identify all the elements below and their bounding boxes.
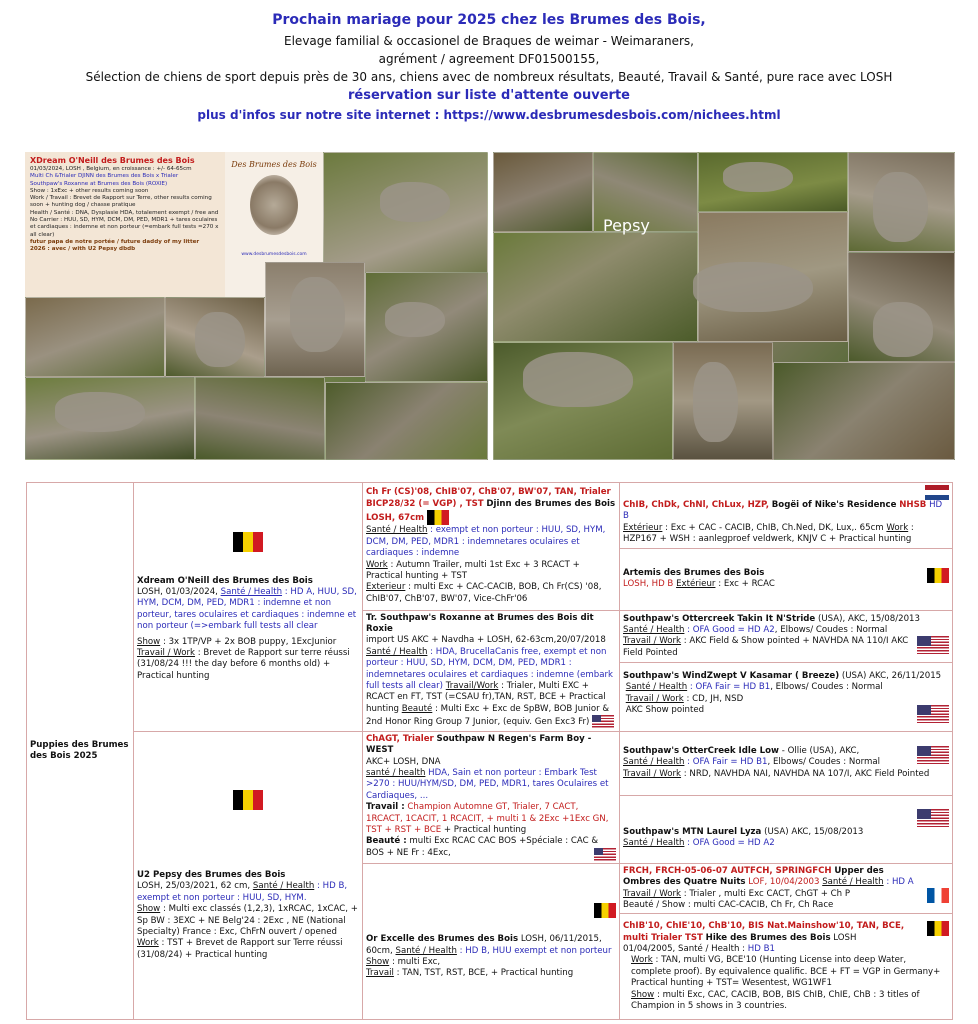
g2-name: Artemis des Brumes des Bois: [623, 567, 765, 578]
dam-cell: [134, 731, 363, 1020]
logo-website: www.desbrumesdesbois.com: [241, 252, 307, 257]
photo-tile: [25, 297, 165, 377]
g1-cell: [620, 483, 953, 549]
ds-work-label: Travail :: [366, 802, 405, 813]
ss-losh: LOSH, 67cm: [366, 513, 425, 524]
xdream-card-title: XDream O'Neill des Brumes des Bois: [30, 156, 195, 165]
g1-name: Bogëi of Nike's Residence: [771, 500, 897, 510]
dd-born: LOSH, 06/11/2015, 60cm,: [366, 934, 602, 956]
netherlands-flag-icon: [925, 485, 949, 500]
sire-show-label: Show: [137, 636, 161, 647]
header-line-1: Elevage familial & occasionel de Braques de weimar - Weimaraners,: [284, 34, 694, 48]
photo-tile: [493, 232, 698, 342]
dam-health-label: Santé / Health: [252, 881, 315, 892]
dog-silhouette: [693, 362, 738, 442]
ss-health-label: Santé / Health: [366, 525, 428, 536]
g2-losh: LOSH, HD B: [623, 579, 674, 590]
xdream-card-line: 2026 : avec / with U2 Pepsy dbdb: [30, 246, 136, 253]
g3-health-2: , Elbows/ Coudes : Normal: [774, 624, 888, 635]
xdream-card-line: Health / Santé : DNA, Dysplasie HDA, totalement exempt / free and No Carrier : HUU, SD, HYM, DCM, DM, PED, MDR1 + tares oculaires et cardiaques : indemne et non porteur (=embark full tests ≈270 x all clear): [30, 209, 219, 238]
g3-health-label: Santé / Health: [623, 624, 685, 635]
g3-health: : OFA Good = HD A2: [687, 624, 775, 635]
g8-hd: HD B1: [747, 944, 775, 955]
belgium-flag-icon: [594, 903, 616, 918]
xdream-card-line: futur papa de notre portée / future daddy of my litter: [30, 238, 200, 245]
g4-health: : OFA Fair = HD B1: [689, 682, 771, 693]
xdream-card-line: 01/03/2024, LOSH , Belgium, en croissance : +/- 64-65cm: [30, 166, 192, 172]
dd-health-label: Santé / Health: [395, 945, 457, 956]
g4-name: Southpaw's WindZwept V Kasamar ( Breeze): [623, 670, 840, 681]
dd-health: : HD B, HUU exempt et non porteur: [459, 945, 612, 956]
g4-work: : CD, JH, NSD: [686, 693, 744, 704]
ss-name: Djinn des Brumes des Bois: [486, 498, 616, 509]
dd-work-label: Travail: [366, 968, 394, 979]
dog-silhouette: [523, 352, 633, 407]
belgium-flag-icon: [427, 510, 449, 525]
xdream-card-line: Show : 1xExc + other results coming soon: [30, 187, 149, 194]
sire-born: LOSH, 01/03/2024,: [137, 586, 218, 597]
xdream-card-line: Multi Ch &Trialer DJINN des Brumes des Bois x Trialer: [30, 173, 179, 180]
g8-born: 01/04/2005, Santé / Health :: [623, 944, 746, 955]
header: [0, 12, 978, 125]
dog-silhouette: [55, 392, 145, 432]
belgium-flag-icon: [233, 532, 263, 552]
ss-work-label: Work: [366, 559, 388, 570]
dam-name: U2 Pepsy des Brumes des Bois: [137, 869, 286, 880]
photo-collage-pepsy: [493, 152, 955, 460]
dog-silhouette: [723, 162, 793, 192]
ds-beauty: multi Exc RCAC CAC BOS +Spéciale : CAC & BOS + NE Fr : 4Exc,: [366, 836, 599, 858]
ds-beauty-label: Beauté :: [366, 836, 407, 847]
sd-beauty-label: Beauté: [401, 703, 433, 714]
g8-show-label: Show: [631, 989, 655, 1000]
g3-name: Southpaw's Ottercreek Takin It N'Stride: [623, 613, 816, 624]
g6-info: (USA) AKC, 15/08/2013: [764, 826, 864, 837]
ds-health-label: santé / health: [366, 767, 426, 778]
dam-work: : TST + Brevet de Rapport sur Terre réussi (31/08/24) + Practical hunting: [137, 938, 343, 960]
xdream-info-card: [25, 152, 225, 297]
sd-health-label: Santé / Health: [366, 646, 428, 657]
logo-title: Des Brumes des Bois: [231, 160, 317, 169]
france-flag-icon: [927, 888, 949, 903]
sd-work: : Trialer, Multi EXC + RCACT en FT, TST (=CSAU fr),TAN, RST, BCE + Practical hunting: [366, 681, 606, 714]
g7-lof: LOF, 10/04/2003: [748, 877, 820, 888]
g6-name: Southpaw's MTN Laurel Lyza: [623, 826, 762, 837]
dd-show-label: Show: [366, 957, 390, 968]
xdream-card-line: Southpaw's Roxanne at Brumes des Bois (ROXIE): [30, 180, 168, 187]
sire-work-label: Travail / Work: [137, 647, 196, 658]
g2-cell: [620, 548, 953, 610]
g7-health-label: Santé / Health: [822, 877, 884, 888]
ss-work: : Autumn Trailer, multi 1st Exc + 3 RCACT + Practical hunting + TST: [366, 559, 580, 581]
g3-cell: [620, 610, 953, 662]
sire-sire-cell: [363, 483, 620, 611]
g3-work: : AKC Field & Show pointed + NAVHDA NA 110/I AKC Field Pointed: [623, 636, 909, 658]
dam-show: : Multi exc classés (1,2,3), 1xRCAC, 1xCAC, + Sp BW : 3EXC + NE Belg'24 : 2Exc , NE (National Specialty) France : Exc, ChFrN ouvert / opened: [137, 904, 358, 937]
g1-work-label: Work: [886, 522, 909, 533]
usa-flag-icon: [592, 715, 614, 728]
photo-tile: [773, 362, 955, 460]
g1-ext: : Exc + CAC - CACIB, ChIB, Ch.Ned, DK, Lux,. 65cm: [665, 522, 884, 533]
dog-silhouette: [385, 302, 445, 337]
sire-dam-cell: [363, 610, 620, 731]
belgium-flag-icon: [927, 921, 949, 936]
header-line-3: Sélection de chiens de sport depuis près de 30 ans, chiens avec de nombreux résultats, Beauté, Travail & Santé, pure race avec LOSH: [85, 70, 893, 84]
sire-work: : Brevet de Rapport sur terre réussi (31/08/24 !!! the day before 6 months old) + Practical hunting: [137, 647, 350, 681]
photo-tile: [195, 377, 325, 460]
litter-cell: [27, 483, 134, 1020]
sd-beauty: : Multi Exc + Exc de SpBW, BOB Junior & 2nd Honor Ring Group 7 Junior, (equiv. Gen Exc3 Fr): [366, 703, 610, 728]
pedigree-table: [26, 482, 953, 1020]
dog-silhouette: [693, 262, 813, 312]
sd-work-label: Travail/Work: [445, 681, 499, 692]
g1-reg: NHSB: [899, 500, 927, 510]
sire-health-label: Santé / Health: [220, 586, 283, 597]
ss-titles: Ch Fr (CS)'08, ChIB'07, ChB'07, BW'07, TAN, Trialer BICP28/32 (= VGP) , TST: [366, 487, 611, 509]
g1-work: : HZP167 + WSH : aanlegproef veldwerk, KNJV C + Practical hunting: [623, 522, 914, 545]
pepsy-photo-label: Pepsy: [603, 216, 650, 235]
header-line-2: agrément / agreement DF01500155,: [378, 52, 600, 66]
dam-dam-cell: [363, 863, 620, 1020]
g5-work: : NRD, NAVHDA NAI, NAVHDA NA 107/I, AKC Field Pointed: [683, 768, 930, 779]
g8-show: : multi Exc, CAC, CACIB, BOB, BIS ChIB, ChIE, ChB : 3 titles of Champion in 5 shows in 3 countries.: [631, 989, 920, 1012]
g2-ext: : Exc + RCAC: [718, 579, 775, 590]
g5-cell: [620, 731, 953, 795]
ds-reg: AKC+ LOSH, DNA: [366, 756, 441, 767]
photo-tile: [325, 382, 488, 460]
sire-health: : HD A, HUU, SD, HYM, DCM, DM, PED, MDR1 : indemne et non porteur, tares oculaires et cardiaques : indemne et non porteur (=>embark full tests all clear: [137, 586, 357, 632]
website-link[interactable]: plus d'infos sur notre site internet : https://www.desbrumesdesbois.com/nichees.html: [197, 108, 781, 122]
sd-health: : HDA, BrucellaCanis free, exempt et non porteur : HUU, SD, HYM, DCM, DM, PED, MDR1 : indemnetares oculaires et cardiaques : indemne (embark full tests all clear): [366, 646, 614, 692]
dd-show: : multi Exc,: [391, 957, 441, 968]
g7-work-label: Travail / Work: [623, 888, 682, 899]
g5-name: Southpaw's OtterCreek Idle Low: [623, 746, 779, 757]
g4-health-2: , Elbows/ Coudes : Normal: [770, 682, 883, 693]
dam-born: LOSH, 25/03/2021, 62 cm,: [137, 881, 251, 892]
g3-info: (USA), AKC, 15/08/2013: [818, 613, 920, 624]
g5-health-label: Santé / Health: [623, 757, 685, 768]
g4-show: AKC Show pointed: [625, 704, 705, 715]
sd-import: import US AKC + Navdha + LOSH, 62-63cm,20/07/2018: [366, 635, 606, 646]
usa-flag-icon: [917, 705, 949, 723]
g7-work: : Trialer , multi Exc CACT, ChGT + Ch P: [683, 888, 851, 899]
litter-label: Puppies des Brumes des Bois 2025: [30, 739, 129, 762]
page-title: Prochain mariage pour 2025 chez les Brumes des Bois,: [272, 12, 706, 28]
usa-flag-icon: [917, 636, 949, 654]
g4-info: (USA) AKC, 26/11/2015: [841, 670, 942, 681]
sire-show: : 3x 1TP/VP + 2x BOB puppy, 1ExcJunior: [162, 636, 337, 647]
usa-flag-icon: [917, 809, 949, 827]
photo-tile: [493, 152, 593, 232]
g4-work-label: Travail / Work: [625, 693, 684, 704]
g5-health-2: , Elbows/ Coudes : Normal: [767, 757, 880, 768]
dog-silhouette: [380, 182, 450, 222]
g4-health-label: Santé / Health: [625, 682, 688, 693]
dam-show-label: Show: [137, 904, 161, 915]
ds-titles: ChAGT, Trialer: [366, 733, 434, 744]
photo-collage-xdream: [25, 152, 488, 460]
g8-work-label: Work: [631, 955, 653, 966]
dog-silhouette: [290, 277, 345, 352]
g2-ext-label: Extérieur: [676, 579, 716, 590]
g3-work-label: Travail / Work: [623, 636, 682, 647]
xdream-card-line: Work / Travail : Brevet de Rapport sur Terre, other results coming soon + hunting dog / chasse pratique: [30, 195, 212, 209]
g8-cell: [620, 914, 953, 1020]
g7-cell: [620, 863, 953, 914]
g7-health: : HD A: [886, 877, 914, 888]
belgium-flag-icon: [927, 568, 949, 583]
usa-flag-icon: [917, 746, 949, 764]
g1-hd: HD B: [623, 500, 943, 522]
g1-titles: ChIB, ChDk, ChNl, ChLux, HZP,: [623, 500, 770, 510]
dam-health: : HD B, exempt et non porteur : HUU, SD, HYM.: [137, 881, 348, 903]
ss-health: : exempt et non porteur : HUU, SD, HYM, DCM, DM, PED, MDR1 : indemnetares oculaires et cardiaques : indemne: [366, 525, 606, 559]
ss-ext-label: Exterieur: [366, 582, 406, 593]
g8-name: Hike des Brumes des Bois: [705, 932, 831, 943]
logo-dog-image: [250, 175, 298, 235]
g1-ext-label: Extérieur: [623, 522, 663, 533]
belgium-flag-icon: [233, 790, 263, 810]
ds-work: Champion Automne GT, Trialer, 7 CACT, 1RCACT, 1CACIT, 1 RCACIT, + multi 1 & 2Exc +1Exc GN, TST + RST + BCE: [366, 802, 609, 835]
sire-name: Xdream O'Neill des Brumes des Bois: [137, 575, 313, 586]
ds-work-2: + Practical hunting: [443, 824, 527, 835]
dam-work-label: Work: [137, 938, 159, 949]
ds-health: HDA, Sain et non porteur : Embark Test >270 : HUU/HYM/SD, DM, PED, MDR1, tares Oculaires et Cardiaques, ...: [366, 767, 609, 801]
g4-cell: [620, 663, 953, 732]
reservation-notice: réservation sur liste d'attente ouverte: [348, 88, 630, 103]
g8-work: : TAN, multi VG, BCE'10 (Hunting License into deep Water, complete proof). By equivalence qualific. BCE + FT = VGP in Germany+ Practical hunting + TST= Wesentest, WG1WF1: [631, 955, 941, 989]
g7-titles: FRCH, FRCH-05-06-07 AUTFCH, SPRINGFCH: [623, 865, 832, 876]
dog-silhouette: [195, 312, 245, 367]
dd-work: : TAN, TST, RST, BCE, + Practical hunting: [396, 968, 574, 979]
sd-name: Tr. Southpaw's Roxanne at Brumes des Bois dit Roxie: [366, 612, 594, 635]
g5-health: : OFA Fair = HD B1: [687, 757, 768, 768]
dog-silhouette: [873, 172, 928, 242]
g7-name: Upper des Ombres des Quatre Nuits: [623, 865, 884, 888]
g8-titles: ChIB'10, ChIE'10, ChB'10, BIS Nat.Mainshow'10, TAN, BCE, multi Trialer TST: [623, 921, 905, 943]
sire-cell: [134, 483, 363, 732]
g5-work-label: Travail / Work: [623, 768, 682, 779]
ss-ext: : multi Exc + CAC-CACIB, BOB, Ch Fr(CS) '08, ChIB'07, ChB'07, BW'07, Vice-ChFr'06: [366, 582, 602, 604]
g6-cell: [620, 795, 953, 863]
g5-info: - Ollie (USA), AKC,: [781, 746, 860, 757]
g7-show: Beauté / Show : multi CAC-CACIB, Ch Fr, Ch Race: [623, 899, 834, 910]
dd-name: Or Excelle des Brumes des Bois: [366, 934, 519, 945]
g6-health: : OFA Good = HD A2: [687, 838, 775, 849]
dog-silhouette: [873, 302, 933, 357]
ds-name: Southpaw N Regen's Farm Boy - WEST: [366, 733, 592, 756]
dam-sire-cell: [363, 731, 620, 863]
usa-flag-icon: [594, 848, 616, 861]
g8-losh: LOSH: [833, 932, 857, 943]
g6-health-label: Santé / Health: [623, 838, 685, 849]
